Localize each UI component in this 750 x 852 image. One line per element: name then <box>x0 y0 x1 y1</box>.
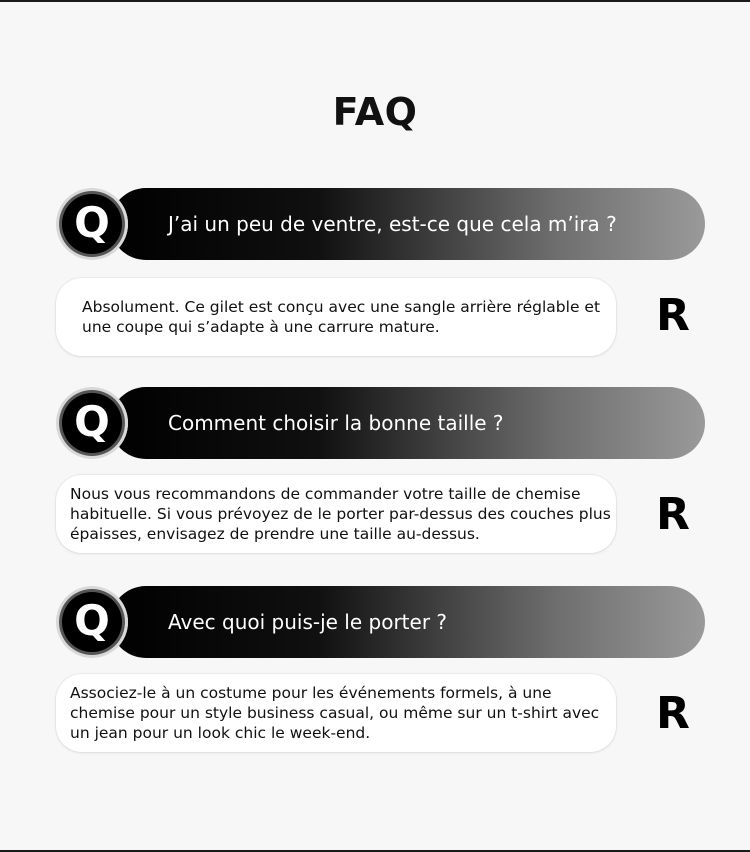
q-badge-icon <box>56 387 128 459</box>
answer-card <box>56 278 616 356</box>
r-letter: R <box>656 290 690 341</box>
q-badge-icon <box>56 586 128 658</box>
question-text: Avec quoi puis-je le porter ? <box>168 610 448 634</box>
q-badge-icon <box>56 188 128 260</box>
r-letter: R <box>656 489 690 540</box>
q-letter: Q <box>74 397 110 446</box>
faq-item <box>0 586 750 766</box>
question-bar <box>110 387 705 459</box>
top-divider <box>0 0 750 2</box>
faq-item <box>0 188 750 368</box>
question-text: J’ai un peu de ventre, est-ce que cela m’ira ? <box>168 212 617 236</box>
q-letter: Q <box>74 198 110 247</box>
answer-card <box>56 475 616 553</box>
answer-text: Associez-le à un costume pour les événements formels, à une chemise pour un style business casual, ou même sur un t-shirt avec un jean pour un look chic le week-end. <box>70 684 600 742</box>
faq-item <box>0 387 750 567</box>
question-bar <box>110 586 705 658</box>
answer-text: Nous vous recommandons de commander votre taille de chemise habituelle. Si vous prévoyez de le porter par-dessus des couches plus épaisses, envisagez de prendre une taille au-dessus. <box>70 485 611 543</box>
q-letter: Q <box>74 596 110 645</box>
answer-text: Absolument. Ce gilet est conçu avec une sangle arrière réglable et une coupe qui s’adapte à une carrure mature. <box>82 298 601 336</box>
question-bar <box>110 188 705 260</box>
answer-card <box>56 674 616 752</box>
r-letter: R <box>656 688 690 739</box>
question-text: Comment choisir la bonne taille ? <box>168 411 504 435</box>
page-title: FAQ <box>332 90 418 134</box>
